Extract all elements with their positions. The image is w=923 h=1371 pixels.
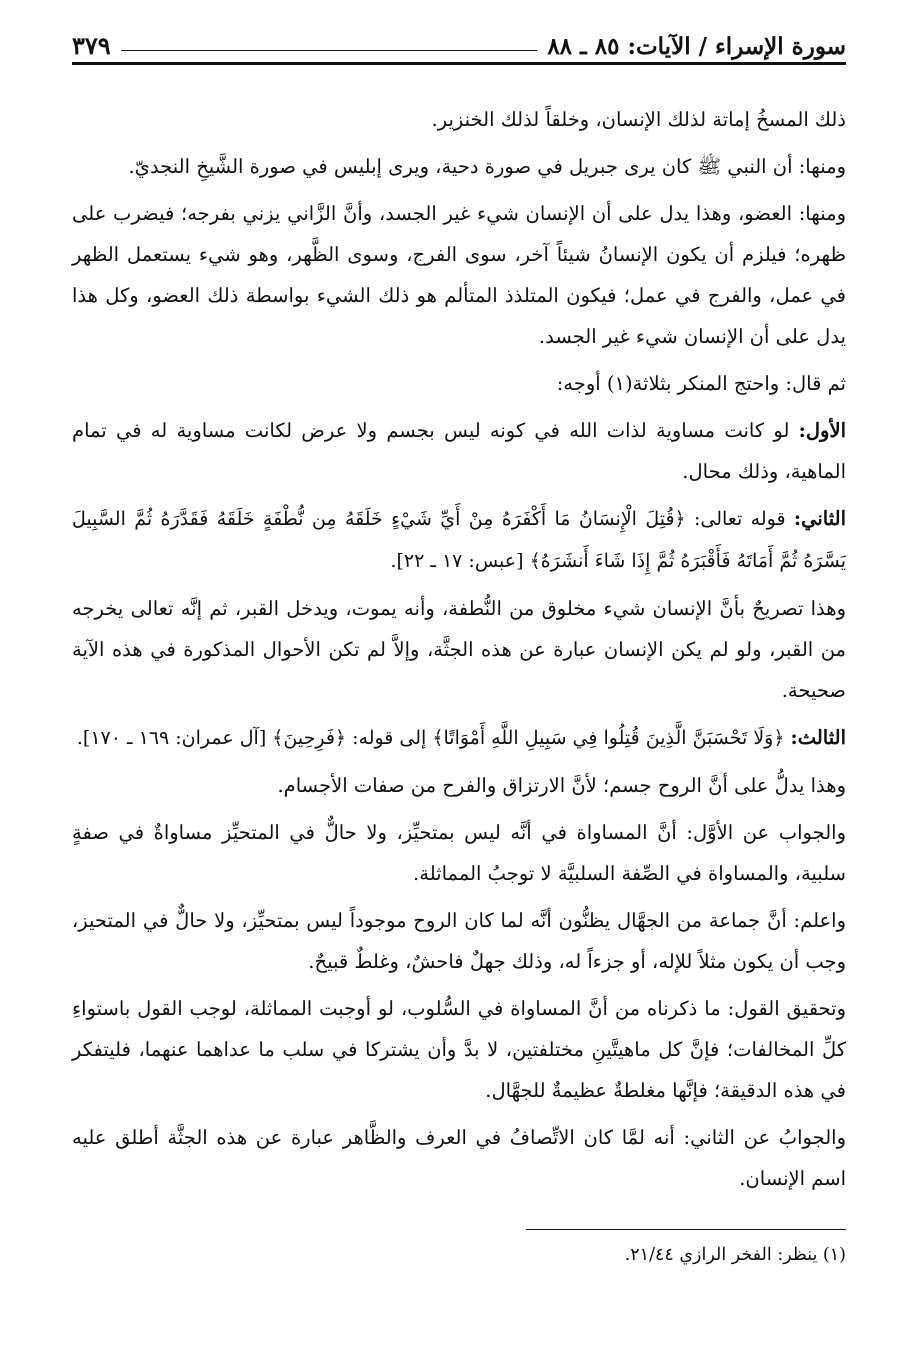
paragraph-7: وهذا تصريحٌ بأنَّ الإنسان شيء مخلوق من النُّطفة، وأنه يموت، ويدخل القبر، ثم إنَّه تعالى يخرجه من القبر، ولو لم يكن الإنسان عبارة عن هذه الجثَّة، وإلاَّ لم تكن الأحوال المذكورة في هذه الآية صحيحة. (72, 597, 846, 702)
page-header (72, 24, 846, 60)
paragraph-12: وتحقيق القول: ما ذكرناه من أنَّ المساواة في السُّلوب، لو أوجبت المماثلة، لوجب القول باستواءِ كلِّ المخالفات؛ فإنَّ كل ماهيتَّينِ مختلفتين، لا بدَّ وأن يشتركا في سلب ما عداهما عنهما، فليتفكر في هذه الدقيقة؛ فإنَّها مغلطةٌ عظيمةٌ للجهَّال. (72, 997, 846, 1102)
paragraph-3: ومنها: العضو، وهذا يدل على أن الإنسان شيء غير الجسد، وأنَّ الزَّاني يزني بفرجه؛ فيضرب على ظهره؛ فيلزم أن يكون الإنسانُ شيئاً آخر، سوى الفرج، وسوى الظَّهر، وهو شيء يستعمل الظهر في عمل، والفرج في عمل؛ فيكون المتلذذ المتألم هو ذلك الشيء بواسطة ذلك العضو، وكل هذا يدل على أن الإنسان شيء غير الجسد. (72, 202, 846, 348)
paragraph-9: وهذا يدلُّ على أنَّ الروح جسم؛ لأنَّ الارتزاق والفرح من صفات الأجسام. (277, 774, 846, 797)
surah-title: سورة الإسراء / الآيات: ٨٥ ـ ٨٨ (547, 33, 846, 60)
header-rule (72, 62, 846, 65)
paragraph-third-argument: الثالث: ﴿وَلَا تَحْسَبَنَّ الَّذِينَ قُتِلُوا فِي سَبِيلِ اللَّهِ أَمْوَاتًا﴾ إلى قوله: ﴿فَرِحِينَ﴾ [آل عمران: ١٦٩ ـ ١٧٠]. (76, 726, 846, 749)
footnote-separator (526, 1229, 846, 1230)
paragraph-13: والجوابُ عن الثاني: أنه لمَّا كان الاتِّصافُ في العرف والظَّاهر عبارة عن هذه الجثَّة أطلق عليه اسم الإنسان. (72, 1126, 846, 1190)
footnote: (١) ينظر: الفخر الرازي ٢١/٤٤. (624, 1245, 846, 1265)
lead-first: الأول: (798, 419, 846, 442)
paragraph-2: ومنها: أن النبي ﷺ كان يرى جبريل في صورة دحية، ويرى إبليس في صورة الشَّيخِ النجديّ. (128, 155, 846, 178)
paragraph-second-argument: الثاني: قوله تعالى: ﴿قُتِلَ الْإِنسَانُ مَا أَكْفَرَهُ مِنْ أَيِّ شَيْءٍ خَلَقَهُ مِن نُّطْفَةٍ خَلَقَهُ فَقَدَّرَهُ ثُمَّ السَّبِيلَ يَسَّرَهُ ثُمَّ أَمَاتَهُ فَأَقْبَرَهُ ثُمَّ إِذَا شَاءَ أَنشَرَهُ﴾ [عبس: ١٧ ـ ٢٢]. (72, 507, 846, 572)
page-number: ٣٧٩ (72, 31, 111, 60)
paragraph-4: ثم قال: واحتج المنكر بثلاثة(١) أوجه: (556, 372, 846, 395)
paragraph-1: ذلك المسخُ إماتة لذلك الإنسان، وخلقاً لذلك الخنزير. (431, 108, 846, 131)
lead-second: الثاني: (793, 507, 846, 530)
lead-third: الثالث: (790, 726, 846, 749)
paragraph-first-argument: الأول: لو كانت مساوية لذات الله في كونه ليس بجسم ولا عرض لكانت مساوية له في تمام الماهية، وذلك محال. (72, 419, 846, 483)
paragraph-11: واعلم: أنَّ جماعة من الجهَّال يظنُّون أنَّه لما كان الروح موجوداً ليس بمتحيِّز، ولا حالٌّ في المتحيز، وجب أن يكون مثلاً للإله، أو جزءاً له، وذلك جهلٌ فاحشٌ، وغلطٌ قبيحٌ. (72, 909, 846, 973)
header-line (121, 50, 538, 51)
book-page (72, 24, 846, 1270)
paragraph-10: والجواب عن الأوَّل: أنَّ المساواة في أنَّه ليس بمتحيِّز، ولا حالٌّ في المتحيِّز مساواةٌ في صفةٍ سلبية، والمساواة في الصِّفة السلبيَّة لا توجبُ المماثلة. (72, 821, 846, 885)
body-text (72, 99, 846, 1199)
